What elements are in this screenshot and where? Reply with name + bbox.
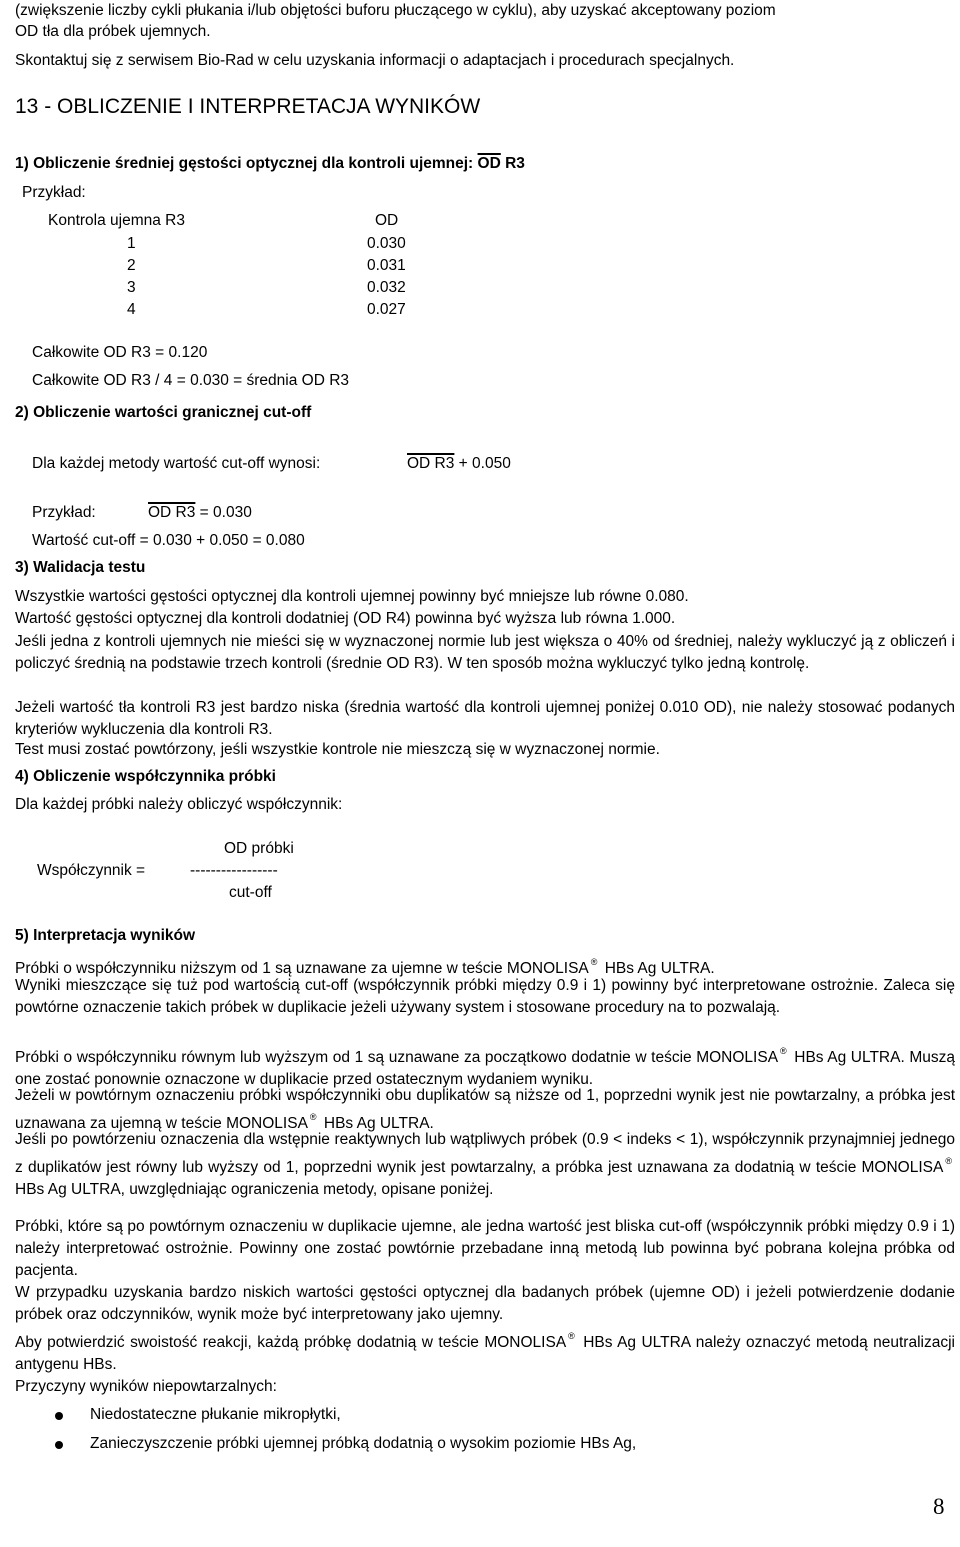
section-title: 13 - OBLICZENIE I INTERPRETACJA WYNIKÓW <box>15 95 481 118</box>
table-header-control: Kontrola ujemna R3 <box>48 212 185 229</box>
formula-numerator: OD próbki <box>224 840 294 857</box>
table-cell-od: 0.027 <box>367 301 406 318</box>
intro-line: OD tła dla próbek ujemnych. <box>15 23 211 40</box>
s1-total: Całkowite OD R3 = 0.120 <box>32 344 208 361</box>
s5-heading: 5) Interpretacja wyników <box>15 927 196 944</box>
s5-text: Jeżeli w powtórnym oznaczeniu próbki współczynniki obu duplikatów są niższe od 1, poprzedni wynik jest nie powtarzalny, a próbka jest uznawana za ujemną w teście MONOLISA <box>15 1087 955 1132</box>
s1-heading-od: $\overline{OD}$ <box>477 155 501 172</box>
s5-text: HBs Ag ULTRA. <box>319 1114 434 1132</box>
s2-example-val: = 0.030 <box>195 504 252 521</box>
s5-text: HBs Ag ULTRA należy oznaczyć metodą neutralizacji antygenu HBs. <box>15 1334 955 1373</box>
table-cell-n: 4 <box>127 301 136 318</box>
s5-text: Próbki o współczynniku równym lub wyższym od 1 są uznawane za początkowo dodatnie w teście MONOLISA <box>15 1049 779 1066</box>
page-number: 8 <box>933 1494 945 1519</box>
s5-paragraph <box>15 1326 955 1376</box>
s4-intro: Dla każdej próbki należy obliczyć współczynnik: <box>15 796 343 813</box>
s3-paragraph: Wszystkie wartości gęstości optycznej dla kontroli ujemnej powinny być mniejsze lub równe 0.080. <box>15 588 689 605</box>
s5-paragraph: Wyniki mieszczące się tuż pod wartością cut-off (współczynnik próbki między 0.9 i 1) powinny być interpretowane ostrożnie. Zaleca się powtórne oznaczenie takich próbek w duplikacie jeżeli używany system i stosowane procedury na to pozwalają. <box>15 977 955 1016</box>
intro-line: (zwiększenie liczby cykli płukania i/lub objętości buforu płuczącego w cyklu), aby uzyskać akceptowany poziom <box>15 2 776 19</box>
s5-text: HBs Ag ULTRA, uwzględniając ograniczenia metody, opisane poniżej. <box>15 1180 494 1198</box>
s2-example-formula <box>148 504 252 522</box>
s2-rule-plus: + 0.050 <box>454 455 511 472</box>
s5-paragraph: Próbki, które są po powtórnym oznaczeniu w duplikacie ujemne, ale jedna wartość jest bliska cut-off (współczynnik próbki między 0.9 i 1) należy interpretować ostrożnie. Powinny one zostać powtórnie przebadane inną metodą lub powinna być pobrana kolejna próbka od pacjenta. <box>15 1218 955 1279</box>
list-item: Niedostateczne płukanie mikropłytki, <box>90 1406 341 1423</box>
s5-paragraph <box>15 1129 955 1200</box>
s2-heading: 2) Obliczenie wartości granicznej cut-off <box>15 404 312 421</box>
s2-rule-formula <box>407 455 511 473</box>
formula-label: Współczynnik = <box>37 862 146 879</box>
table-cell-n: 1 <box>127 235 136 252</box>
s5-text: Próbki o współczynniku niższym od 1 są uznawane za ujemne w teście MONOLISA <box>15 960 589 977</box>
registered-mark: ® <box>945 1155 952 1166</box>
s1-heading-text: 1) Obliczenie średniej gęstości optycznej dla kontroli ujemnej: <box>15 155 478 172</box>
s3-paragraph: Jeżeli wartość tła kontroli R3 jest bardzo niska (średnia wartość dla kontroli ujemnej poniżej 0.010 OD), nie należy stosować podanych kryteriów wykluczenia dla kontroli R3. <box>15 699 955 738</box>
intro-line: Skontaktuj się z serwisem Bio-Rad w celu uzyskania informacji o adaptacjach i procedurach specjalnych. <box>15 52 735 69</box>
s1-heading <box>15 155 525 173</box>
s5-text: Aby potwierdzić swoistość reakcji, każdą próbkę dodatnią w teście MONOLISA <box>15 1334 567 1351</box>
s2-cutoff: Wartość cut-off = 0.030 + 0.050 = 0.080 <box>32 532 305 549</box>
s1-mean: Całkowite OD R3 / 4 = 0.030 = średnia OD R3 <box>32 372 350 389</box>
s2-example-label: Przykład: <box>32 504 96 521</box>
s4-heading: 4) Obliczenie współczynnika próbki <box>15 768 276 785</box>
s3-paragraph: Wartość gęstości optycznej dla kontroli dodatniej (OD R4) powinna być wyższa lub równa 1.000. <box>15 610 676 627</box>
s1-heading-r3: R3 <box>500 155 525 172</box>
s5-text: HBs Ag ULTRA. <box>600 960 715 977</box>
s1-example-label: Przykład: <box>22 184 86 201</box>
table-header-od: OD <box>375 212 399 229</box>
s3-heading: 3) Walidacja testu <box>15 559 146 576</box>
bullet-icon <box>55 1441 63 1449</box>
registered-mark: ® <box>780 1046 787 1056</box>
registered-mark: ® <box>590 957 598 967</box>
table-cell-od: 0.030 <box>367 235 406 252</box>
table-cell-od: 0.031 <box>367 257 406 274</box>
table-cell-od: 0.032 <box>367 279 406 296</box>
s5-paragraph <box>15 1041 955 1091</box>
s5-text: Jeśli po powtórzeniu oznaczenia dla wstępnie reaktywnych lub wątpliwych próbek (0.9 < indeks < 1), współczynnik przynajmniej jednego z duplikatów jest równy lub wyższy od 1, poprzedni wynik jest powtarzalny, a próbka jest uznawana za dodatnią w teście MONOLISA <box>15 1131 955 1176</box>
s5-text: HBs Ag ULTRA. Muszą one zostać ponownie oznaczone w duplikacie przed ostatecznym wydaniem wyniku. <box>15 1049 956 1088</box>
formula-denominator: cut-off <box>229 884 272 901</box>
s2-example-od: OD R3 <box>148 504 196 521</box>
bullet-icon <box>55 1412 63 1420</box>
s3-paragraph: Jeśli jedna z kontroli ujemnych nie mieści się w wyznaczonej normie lub jest większa o 40% od średniej, należy wykluczyć ją z obliczeń i policzyć średnią na podstawie trzech kontroli (średnie OD R3). W ten sposób można wykluczyć tylko jedną kontrolę. <box>15 633 955 672</box>
s5-paragraph: W przypadku uzyskania bardzo niskich wartości gęstości optycznej dla badanych próbek (ujemne OD) i jeżeli potwierdzenie dodanie próbek oraz odczynników, wynik może być interpretowany jako ujemny. <box>15 1284 955 1323</box>
list-item: Zanieczyszczenie próbki ujemnej próbką dodatnią o wysokim poziomie HBs Ag, <box>90 1435 637 1452</box>
table-cell-n: 2 <box>127 257 136 274</box>
s2-rule-od: OD R3 <box>407 455 455 472</box>
s3-paragraph: Test musi zostać powtórzony, jeśli wszystkie kontrole nie mieszczą się w wyznaczonej normie. <box>15 741 660 758</box>
registered-mark: ® <box>309 1111 317 1122</box>
s2-rule-text: Dla każdej metody wartość cut-off wynosi: <box>32 455 321 472</box>
table-cell-n: 3 <box>127 279 136 296</box>
formula-bar: ----------------- <box>190 862 278 879</box>
registered-mark: ® <box>568 1331 575 1341</box>
s5-paragraph <box>15 1085 955 1135</box>
causes-title: Przyczyny wyników niepowtarzalnych: <box>15 1378 277 1395</box>
